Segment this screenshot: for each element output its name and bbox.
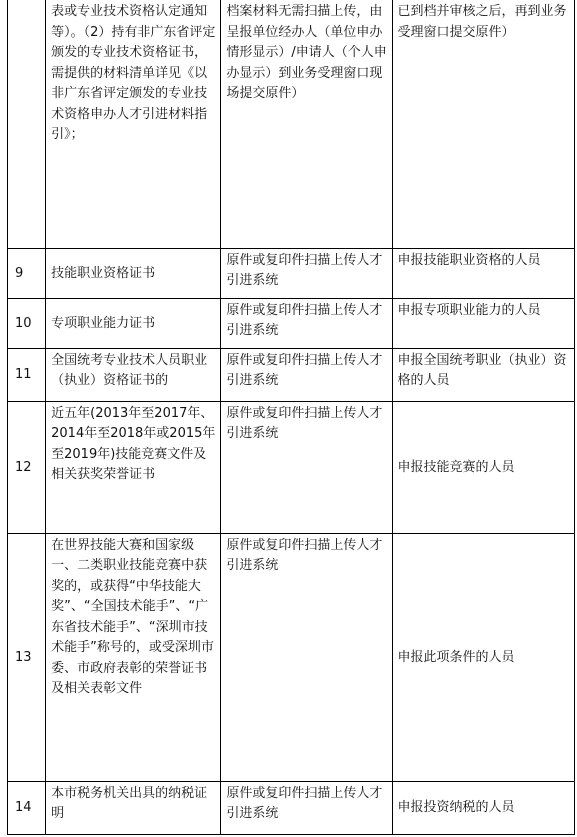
table-row — [8, 348, 575, 401]
row-number: 10 — [8, 298, 46, 348]
table-row — [8, 533, 575, 781]
materials-table — [7, 0, 575, 835]
target-cell: 已到档并审核之后，再到业务受理窗口提交原件） — [392, 0, 574, 248]
row-number: 13 — [8, 533, 46, 781]
row-number: 9 — [8, 248, 46, 298]
row-number: 14 — [8, 781, 46, 834]
material-cell: 近五年(2013年至2017年、2014年至2018年或2015年至2019年)技能竞赛文件及相关获奖荣誉证书 — [46, 401, 221, 533]
target-cell: 申报技能竞赛的人员 — [392, 401, 574, 533]
material-cell: 专项职业能力证书 — [46, 298, 221, 348]
target-cell: 申报投资纳税的人员 — [392, 781, 574, 834]
method-cell: 原件或复印件扫描上传人才引进系统 — [221, 248, 392, 298]
table-row — [8, 781, 575, 834]
row-number — [8, 0, 46, 248]
method-cell: 原件或复印件扫描上传人才引进系统 — [221, 298, 392, 348]
method-cell: 原件或复印件扫描上传人才引进系统 — [221, 533, 392, 781]
material-cell: 本市税务机关出具的纳税证明 — [46, 781, 221, 834]
row-number: 12 — [8, 401, 46, 533]
table-row — [8, 401, 575, 533]
target-cell: 申报专项职业能力的人员 — [392, 298, 574, 348]
material-cell: 技能职业资格证书 — [46, 248, 221, 298]
target-cell: 申报全国统考职业（执业）资格的人员 — [392, 348, 574, 401]
row-number: 11 — [8, 348, 46, 401]
method-cell: 原件或复印件扫描上传人才引进系统 — [221, 401, 392, 533]
table-row — [8, 298, 575, 348]
method-cell: 原件或复印件扫描上传人才引进系统 — [221, 781, 392, 834]
table-row — [8, 0, 575, 248]
material-cell: 全国统考专业技术人员职业（执业）资格证书的 — [46, 348, 221, 401]
material-cell: 表或专业技术资格认定通知等）。（2）持有非广东省评定颁发的专业技术资格证书，需提供的材料清单详见《以非广东省评定颁发的专业技术资格申办人才引进材料指引》； — [46, 0, 221, 248]
method-cell: 档案材料无需扫描上传，由呈报单位经办人（单位申办情形显示）/申请人（个人申办显示）到业务受理窗口现场提交原件） — [221, 0, 392, 248]
material-cell: 在世界技能大赛和国家级一、二类职业技能竞赛中获奖的，或获得“中华技能大奖”、“全国技术能手”、“广东省技术能手”、“深圳市技术能手”称号的，或受深圳市委、市政府表彰的荣誉证书及相关表彰文件 — [46, 533, 221, 781]
target-cell: 申报此项条件的人员 — [392, 533, 574, 781]
method-cell: 原件或复印件扫描上传人才引进系统 — [221, 348, 392, 401]
target-cell: 申报技能职业资格的人员 — [392, 248, 574, 298]
table-row — [8, 248, 575, 298]
